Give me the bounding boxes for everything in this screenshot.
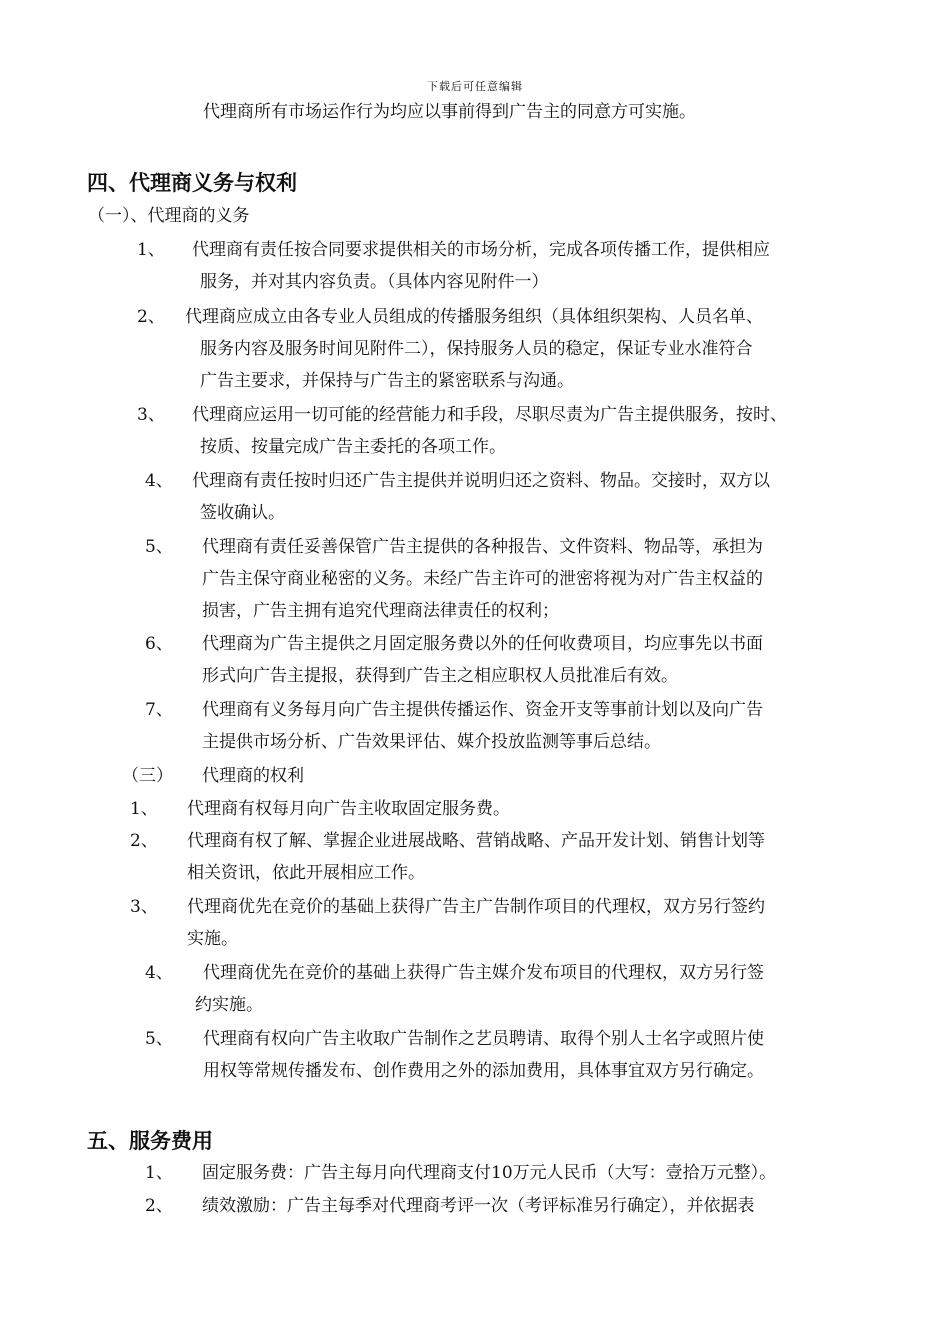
- subsection-rights-title: 代理商的权利: [202, 766, 304, 786]
- duty-line: 形式向广告主提报，获得到广告主之相应职权人员批准后有效。: [202, 666, 678, 686]
- section-4-title: 四、代理商义务与权利: [87, 171, 297, 195]
- duty-number: 3、: [137, 405, 165, 425]
- duty-line: 服务，并对其内容负责。（具体内容见附件一）: [200, 272, 549, 292]
- right-line: 用权等常规传播发布、创作费用之外的添加费用，具体事宜双方另行确定。: [203, 1061, 764, 1081]
- duty-line: 按质、按量完成广告主委托的各项工作。: [200, 437, 506, 457]
- fee-number: 1、: [145, 1163, 173, 1183]
- duty-line: 广告主保守商业秘密的义务。未经广告主许可的泄密将视为对广告主权益的: [202, 569, 763, 589]
- duty-number: 2、: [137, 307, 165, 327]
- subsection-rights-number: （三）: [122, 766, 173, 786]
- duty-line: 代理商应运用一切可能的经营能力和手段，尽职尽责为广告主提供服务，按时、: [192, 405, 787, 425]
- page-header: 下载后可任意编辑: [427, 80, 523, 93]
- duty-line: 广告主要求，并保持与广告主的紧密联系与沟通。: [200, 371, 574, 391]
- duty-line: 代理商有责任按时归还广告主提供并说明归还之资料、物品。交接时，双方以: [192, 471, 770, 491]
- duty-line: 代理商有责任妥善保管广告主提供的各种报告、文件资料、物品等，承担为: [202, 537, 763, 557]
- right-line: 代理商有权了解、掌握企业进展战略、营销战略、产品开发计划、销售计划等: [187, 831, 765, 851]
- right-line: 相关资讯，依此开展相应工作。: [187, 863, 425, 883]
- fee-line: 固定服务费：广告主每月向代理商支付10万元人民币（大写：壹拾万元整）。: [202, 1163, 777, 1183]
- right-line: 约实施。: [195, 995, 263, 1015]
- right-number: 4、: [145, 963, 173, 983]
- duty-number: 1、: [137, 240, 165, 260]
- section-5-title: 五、服务费用: [87, 1129, 213, 1153]
- right-line: 代理商优先在竞价的基础上获得广告主广告制作项目的代理权，双方另行签约: [187, 897, 765, 917]
- duty-line: 代理商有责任按合同要求提供相关的市场分析，完成各项传播工作，提供相应: [192, 240, 770, 260]
- right-number: 2、: [130, 831, 158, 851]
- fee-number: 2、: [145, 1196, 173, 1216]
- duty-line: 代理商有义务每月向广告主提供传播运作、资金开支等事前计划以及向广告: [202, 700, 763, 720]
- duty-number: 6、: [145, 634, 173, 654]
- right-number: 1、: [130, 799, 158, 819]
- duty-number: 7、: [145, 700, 173, 720]
- right-line: 代理商有权向广告主收取广告制作之艺员聘请、取得个别人士名字或照片使: [203, 1029, 764, 1049]
- right-number: 3、: [130, 897, 158, 917]
- intro-paragraph: 代理商所有市场运作行为均应以事前得到广告主的同意方可实施。: [203, 102, 696, 122]
- duty-number: 4、: [145, 471, 173, 491]
- duty-line: 主提供市场分析、广告效果评估、媒介投放监测等事后总结。: [202, 732, 661, 752]
- duty-line: 损害，广告主拥有追究代理商法律责任的权利；: [202, 601, 559, 621]
- duty-line: 签收确认。: [200, 503, 285, 523]
- right-line: 实施。: [187, 929, 238, 949]
- duty-line: 服务内容及服务时间见附件二），保持服务人员的稳定，保证专业水准符合: [200, 339, 753, 359]
- duty-line: 代理商为广告主提供之月固定服务费以外的任何收费项目，均应事先以书面: [202, 634, 763, 654]
- duty-line: 代理商应成立由各专业人员组成的传播服务组织（具体组织架构、人员名单、: [185, 307, 763, 327]
- right-line: 代理商优先在竞价的基础上获得广告主媒介发布项目的代理权，双方另行签: [203, 963, 764, 983]
- fee-line: 绩效激励：广告主每季对代理商考评一次（考评标准另行确定），并依据表: [202, 1196, 755, 1216]
- duty-number: 5、: [145, 537, 173, 557]
- right-number: 5、: [145, 1029, 173, 1049]
- right-line: 代理商有权每月向广告主收取固定服务费。: [187, 799, 510, 819]
- subsection-duties-title: （一）、代理商的义务: [88, 206, 250, 226]
